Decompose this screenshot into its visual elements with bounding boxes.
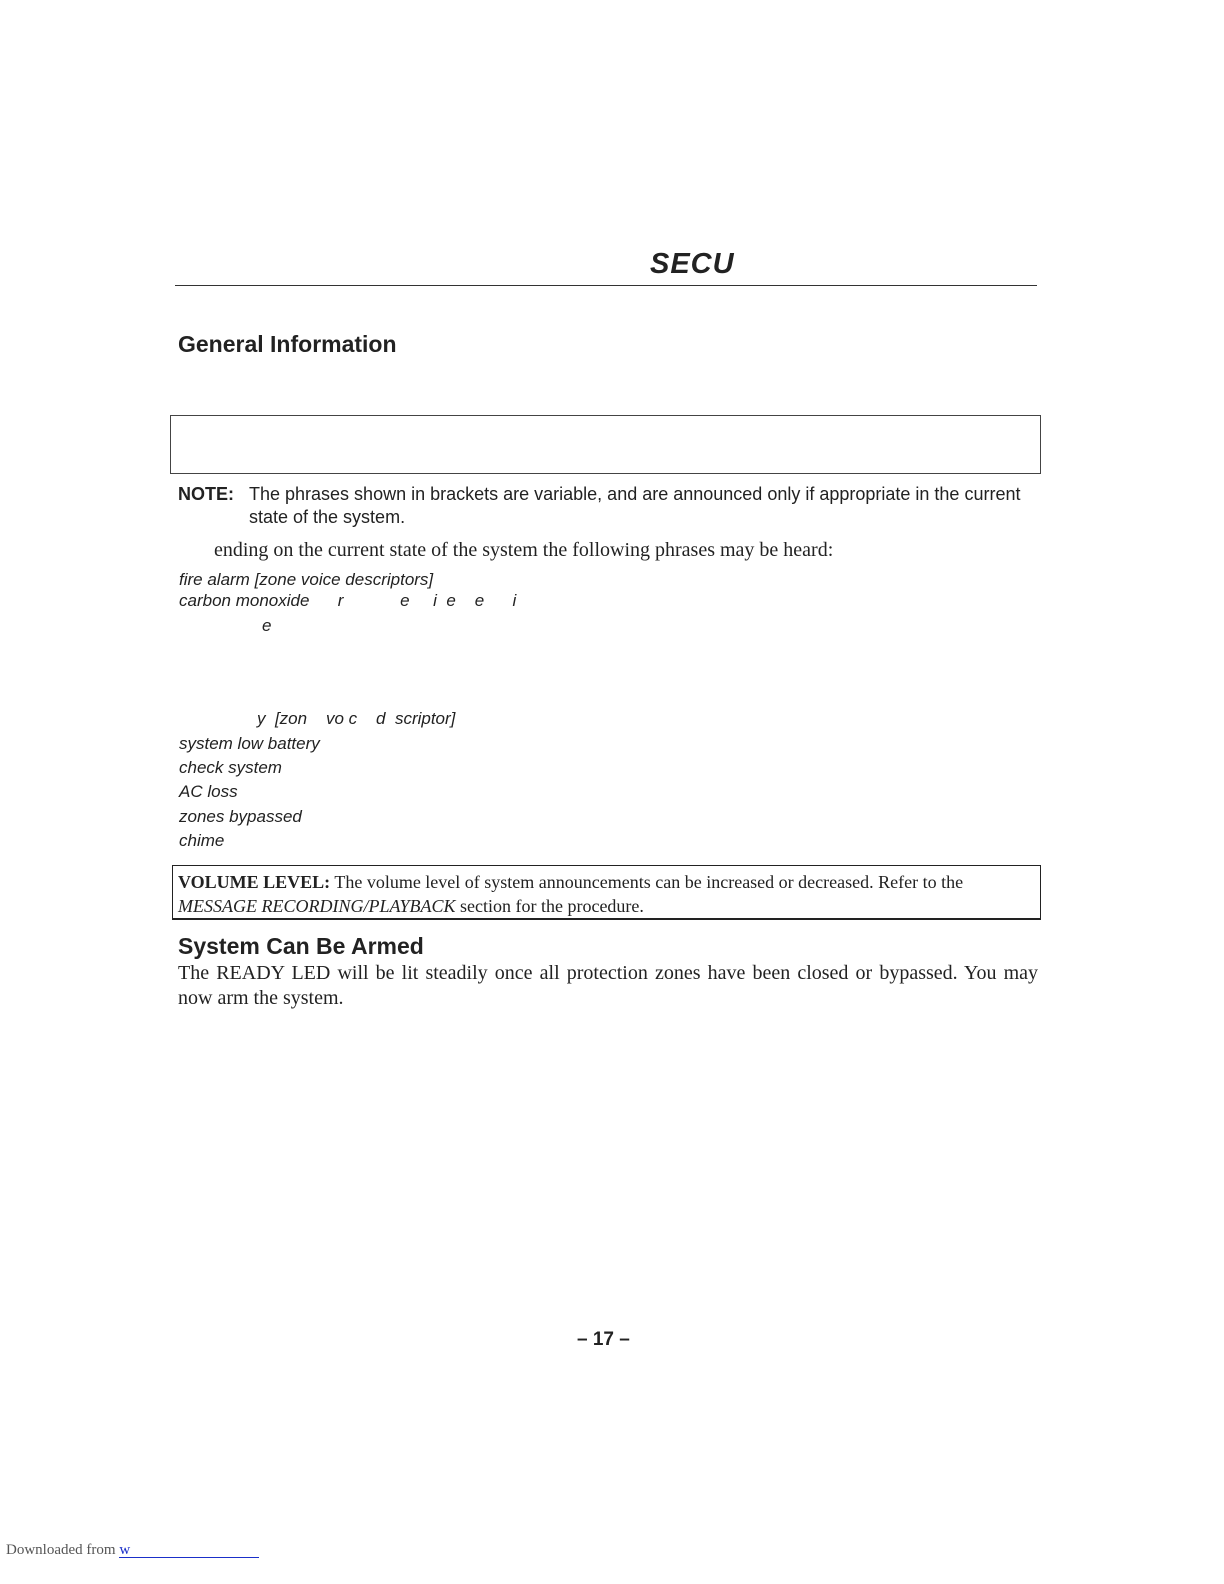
note-text: The phrases shown in brackets are variable, and are announced only if appropriate in the current state of the system. <box>249 484 1021 527</box>
phrase-item: y [zon vo c d scriptor] <box>257 709 456 728</box>
header-divider <box>175 285 1037 286</box>
phrase-item: AC loss <box>179 782 238 801</box>
intro-text: ending on the current state of the system the following phrases may be heard: <box>214 539 834 561</box>
footer-prefix: Downloaded from <box>6 1542 120 1558</box>
volume-label: VOLUME LEVEL: <box>178 872 331 892</box>
page-number: – 17 – <box>577 1329 630 1350</box>
page-header-title: SECU <box>650 248 735 280</box>
phrase-item: fire alarm [zone voice descriptors] <box>179 570 434 589</box>
footer-link[interactable]: w <box>119 1543 259 1558</box>
empty-frame <box>170 415 1041 474</box>
phrase-item: chime <box>179 831 225 850</box>
phrase-item: check system <box>179 758 282 777</box>
phrase-item: e <box>262 616 272 635</box>
phrase-item: carbon monoxide r e i e e i <box>179 591 517 610</box>
volume-section-reference: MESSAGE RECORDING/PLAYBACK <box>178 896 456 916</box>
volume-text: The volume level of system announcements can be increased or decreased. Refer to the <box>330 872 964 892</box>
volume-text-end: section for the procedure. <box>455 896 644 916</box>
phrase-item: zones bypassed <box>179 807 302 826</box>
armed-text: The READY LED will be lit steadily once all protection zones have been closed or bypassed. You may now arm the system. <box>178 962 1038 1009</box>
armed-heading: System Can Be Armed <box>178 933 424 959</box>
volume-level-box <box>172 865 1041 920</box>
phrase-item: system low battery <box>179 734 320 753</box>
download-footer <box>6 1542 259 1559</box>
note-label: NOTE: <box>178 484 234 504</box>
section-heading: General Information <box>178 331 397 357</box>
